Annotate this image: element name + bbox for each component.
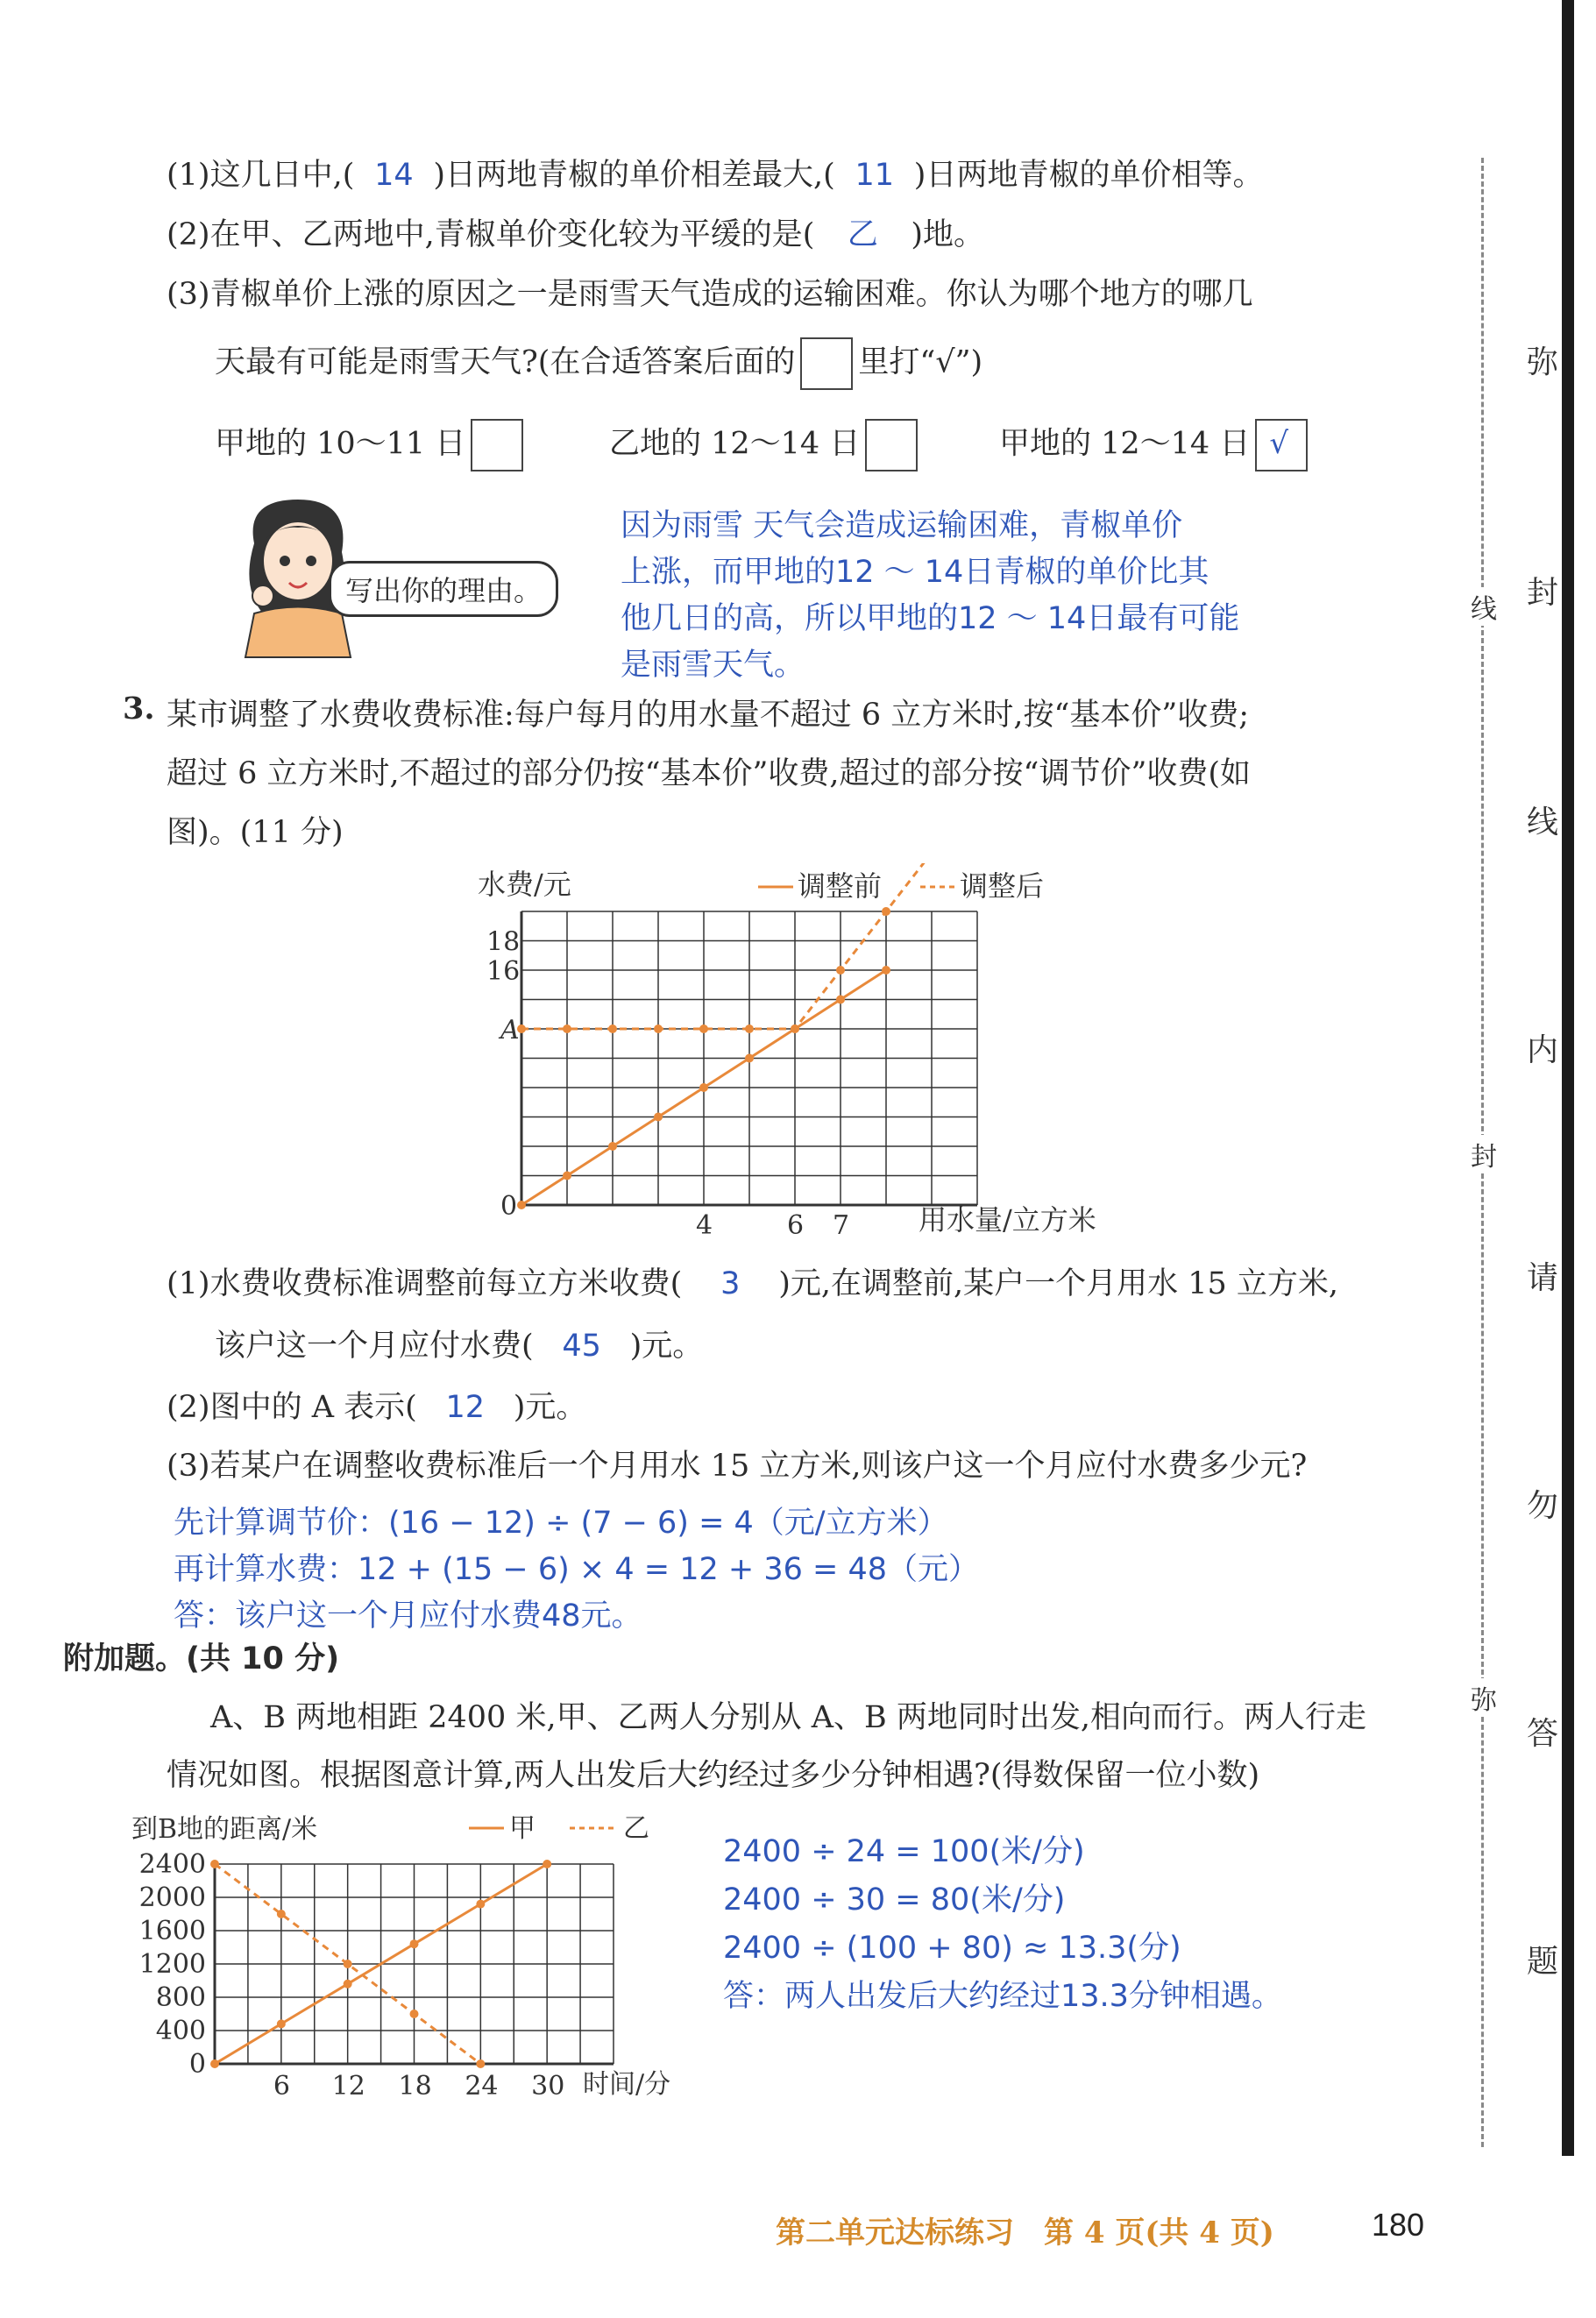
distance-time-chart (127, 1805, 723, 2112)
y-tick-label: 2400 (138, 1849, 206, 1880)
reason-bubble: 写出你的理由。 (329, 561, 558, 617)
data-point (277, 2019, 286, 2028)
example-box (800, 337, 853, 390)
data-point (882, 907, 890, 916)
water-fee-chart (456, 863, 1148, 1249)
y-tick-label: 18 (486, 926, 521, 958)
data-point (210, 1860, 219, 1868)
y-tick-label: A (500, 1015, 520, 1046)
footer-label: 第二单元达标练习 第 4 页(共 4 页) (776, 2215, 1274, 2251)
q3-sub3: (3)若某户在调整收费标准后一个月用水 15 立方米,则该户这一个月应付水费多少元? (167, 1449, 1308, 1484)
bonus-title: 附加题。(共 10 分) (63, 1641, 340, 1676)
data-point (210, 2059, 219, 2068)
data-point (836, 966, 845, 975)
question-2-1 (167, 151, 1263, 195)
q3-1-answer-1: 3 (720, 1266, 741, 1301)
q2-1-answer-2: 11 (855, 158, 895, 193)
q3-1-text-end: )元。 (629, 1329, 704, 1364)
data-point (563, 1172, 571, 1180)
q3-sub1-line2 (215, 1322, 703, 1365)
q2-1-text-end: )日两地青椒的单价相等。 (913, 158, 1264, 193)
reason-line-2: 上涨，而甲地的12 ～ 14日青椒的单价比其 (621, 555, 1209, 590)
x-tick-label: 7 (833, 1210, 850, 1241)
q2-2-text: (2)在甲、乙两地中,青椒单价变化较为平缓的是( (167, 217, 815, 252)
chart1-y-axis-label: 水费/元 (478, 868, 571, 901)
x-tick-label: 12 (331, 2071, 365, 2102)
q3-sub2 (167, 1383, 586, 1427)
data-point (344, 1980, 352, 1988)
legend-label: 乙 (623, 1813, 649, 1844)
data-point (410, 2010, 419, 2018)
reason-line-3: 他几日的高，所以甲地的12 ～ 14日最有可能 (621, 601, 1240, 636)
question-2-3-line2 (215, 337, 982, 390)
seal-mark-mi: 弥 (1471, 1678, 1497, 1717)
checkbox-jia-10-11[interactable] (471, 419, 523, 471)
option-jia-10-11 (215, 419, 528, 471)
x-tick-label: 30 (531, 2071, 565, 2102)
margin-char-1: 弥 (1527, 344, 1559, 380)
q2-3-text: 天最有可能是雨雪天气?(在合适答案后面的 (215, 344, 796, 380)
y-tick-label: 1600 (138, 1916, 206, 1946)
option-yi-12-14 (609, 419, 923, 471)
q3-work-line-1: 先计算调节价：(16 − 12) ÷ (7 − 6) = 4（元/立方米） (174, 1506, 948, 1541)
data-point (608, 1024, 617, 1033)
chart1-legend (758, 869, 1044, 903)
option-jia-12-14 (999, 419, 1313, 471)
chart1-x-axis-label: 用水量/立方米 (919, 1203, 1096, 1237)
chart2-y-axis-label: 到B地的距离/米 (131, 1814, 318, 1845)
margin-char-7: 答 (1527, 1716, 1559, 1752)
chart2-x-axis-label: 时间/分 (583, 2069, 671, 2100)
chart2-legend (469, 1813, 649, 1844)
option-label: 甲地的 10～11 日 (215, 426, 466, 462)
x-tick-label: 6 (787, 1210, 805, 1241)
data-point (791, 1024, 799, 1033)
bonus-work-line-3: 2400 ÷ (100 + 80) ≈ 13.3(分) (723, 1931, 1181, 1966)
bonus-work-line-4: 答：两人出发后大约经过13.3分钟相遇。 (723, 1979, 1282, 2014)
margin-black-bar (1562, 0, 1574, 2156)
margin-char-3: 线 (1527, 805, 1559, 840)
bonus-work-line-1: 2400 ÷ 24 = 100(米/分) (723, 1834, 1085, 1869)
q3-text-line1: 某市调整了水费收费标准:每户每月的用水量不超过 6 立方米时,按“基本价”收费; (167, 698, 1250, 733)
data-point (882, 966, 890, 975)
x-tick-label: 24 (465, 2071, 499, 2102)
q3-sub1-line1 (167, 1259, 1338, 1303)
y-tick-label: 16 (486, 956, 521, 987)
data-point (476, 2059, 485, 2068)
seal-mark-xian: 线 (1471, 587, 1497, 626)
data-point (476, 1900, 485, 1909)
page-number: 180 (1372, 2207, 1425, 2243)
question-2-3-line1: (3)青椒单价上涨的原因之一是雨雪天气造成的运输困难。你认为哪个地方的哪几 (167, 277, 1253, 312)
margin-char-2: 封 (1527, 575, 1559, 611)
bonus-text-line2: 情况如图。根据图意计算,两人出发后大约经过多少分钟相遇?(得数保留一位小数) (167, 1758, 1260, 1793)
data-point (699, 1024, 708, 1033)
data-point (654, 1113, 663, 1122)
data-point (543, 1860, 551, 1868)
checkbox-jia-12-14-checked[interactable] (1255, 419, 1308, 471)
data-point (699, 1083, 708, 1092)
q3-2-answer: 12 (445, 1390, 486, 1425)
margin-char-4: 内 (1527, 1032, 1559, 1068)
y-tick-label: 2000 (138, 1882, 206, 1913)
y-tick-label: 0 (188, 2049, 206, 2080)
margin-char-8: 题 (1527, 1944, 1559, 1980)
legend-label: 调整后 (960, 869, 1045, 903)
data-point (745, 1054, 754, 1063)
q3-text-line2: 超过 6 立方米时,不超过的部分仍按“基本价”收费,超过的部分按“调节价”收费(如 (167, 756, 1251, 791)
question-2-2 (167, 210, 984, 254)
x-tick-label: 18 (398, 2071, 432, 2102)
q2-2-answer: 乙 (847, 217, 878, 252)
reason-line-1: 因为雨雪 天气会造成运输困难，青椒单价 (621, 508, 1183, 543)
q3-1-text-mid: )元,在调整前,某户一个月用水 15 立方米, (778, 1266, 1339, 1301)
q3-1-text: (1)水费收费标准调整前每立方米收费( (167, 1266, 683, 1301)
data-point (517, 1201, 526, 1209)
data-point (277, 1910, 286, 1918)
data-point (836, 996, 845, 1004)
margin-char-5: 请 (1527, 1260, 1559, 1296)
q2-2-text-end: )地。 (911, 217, 985, 252)
q2-1-text: (1)这几日中,( (167, 158, 355, 193)
legend-label: 调整前 (798, 869, 883, 903)
q2-1-text-mid: )日两地青椒的单价相差最大,( (433, 158, 835, 193)
reason-line-4: 是雨雪天气。 (621, 648, 805, 683)
option-label: 甲地的 12～14 日 (999, 426, 1251, 462)
data-point (654, 1024, 663, 1033)
bonus-text-line1: A、B 两地相距 2400 米,甲、乙两人分别从 A、B 两地同时出发,相向而行。两人行走 (210, 1700, 1366, 1735)
margin-char-6: 勿 (1527, 1488, 1559, 1524)
q2-3-text-end: 里打“√”) (858, 344, 983, 380)
q3-1-text-2: 该户这一个月应付水费( (215, 1329, 534, 1364)
x-tick-label: 4 (696, 1210, 713, 1241)
y-tick-label: 800 (155, 1982, 206, 2013)
y-tick-label: 1200 (138, 1949, 206, 1980)
checkbox-yi-12-14[interactable] (865, 419, 918, 471)
y-tick-label: 400 (155, 2016, 206, 2046)
data-point (745, 1024, 754, 1033)
q3-text-line3: 图)。(11 分) (167, 815, 344, 850)
legend-label: 甲 (509, 1813, 536, 1844)
x-tick-label: 6 (273, 2071, 290, 2102)
seal-mark-feng: 封 (1471, 1135, 1497, 1173)
data-point (344, 1960, 352, 1968)
q2-1-answer-1: 14 (374, 158, 414, 193)
data-point (608, 1142, 617, 1151)
q3-1-answer-2: 45 (562, 1329, 601, 1364)
q3-number: 3. (123, 691, 155, 727)
chart1-series (517, 863, 936, 1209)
q3-work-line-2: 再计算水费：12 + (15 − 6) × 4 = 12 + 36 = 48（元） (174, 1552, 979, 1587)
q3-work-line-3: 答：该户这一个月应付水费48元。 (174, 1598, 642, 1634)
y-tick-label: 0 (500, 1191, 518, 1222)
q3-2-text-end: )元。 (513, 1390, 587, 1425)
data-point (563, 1024, 571, 1033)
option-label: 乙地的 12～14 日 (609, 426, 861, 462)
data-point (410, 1939, 419, 1948)
q3-2-text: (2)图中的 A 表示( (167, 1390, 417, 1425)
bonus-work-line-2: 2400 ÷ 30 = 80(米/分) (723, 1882, 1066, 1917)
chart2-grid (215, 1864, 614, 2064)
